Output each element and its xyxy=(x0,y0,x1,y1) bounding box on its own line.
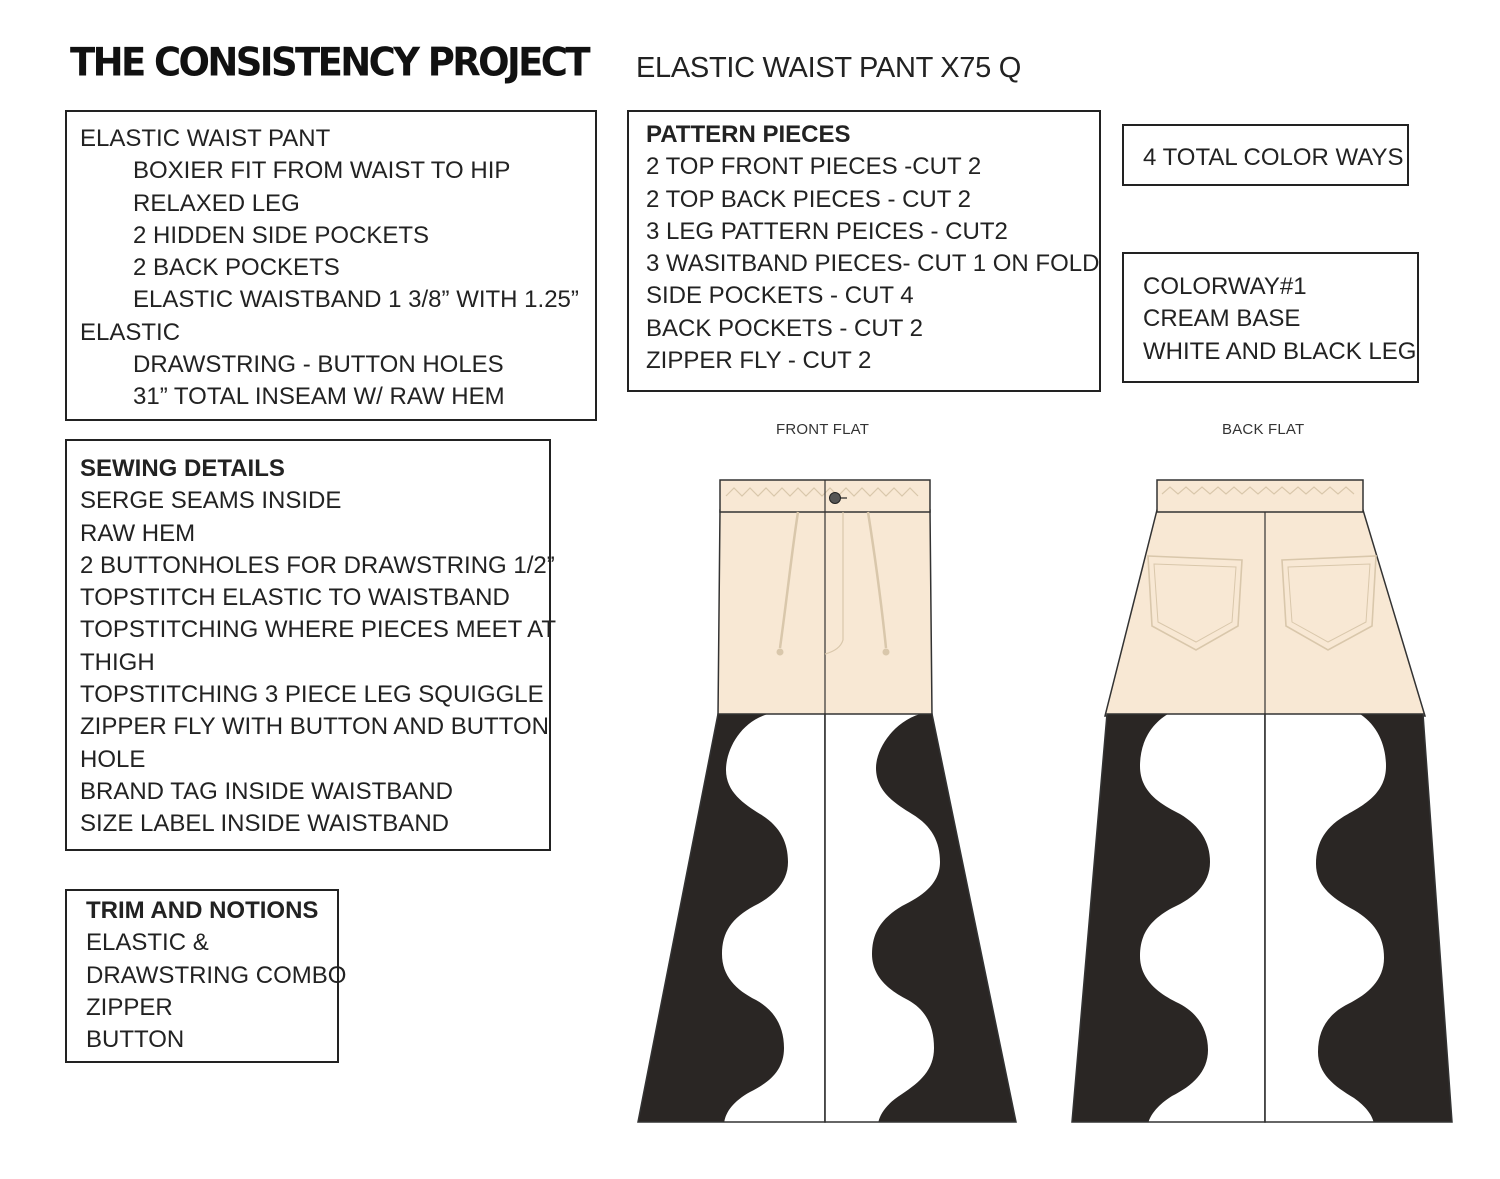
back-right-leg xyxy=(1264,714,1470,1126)
spec-line: BOXIER FIT FROM WAIST TO HIP xyxy=(133,157,511,185)
colorways-count-box xyxy=(1122,124,1409,186)
sewing-item: BRAND TAG INSIDE WAISTBAND xyxy=(80,777,453,805)
spec-line: ELASTIC WAISTBAND 1 3/8” WITH 1.25” xyxy=(133,286,579,314)
pattern-item: ZIPPER FLY - CUT 2 xyxy=(646,347,872,375)
brand-logo: THE CONSISTENCY PROJECT xyxy=(70,40,588,86)
front-left-leg xyxy=(620,714,826,1126)
trim-heading: TRIM AND NOTIONS xyxy=(86,897,319,924)
back-flat-illustration xyxy=(1060,470,1470,1135)
front-flat-illustration xyxy=(620,470,1030,1135)
pattern-pieces-box xyxy=(627,110,1101,392)
colorway-1-box xyxy=(1122,252,1419,383)
trim-item: DRAWSTRING COMBO xyxy=(86,961,347,989)
sewing-item: 2 BUTTONHOLES FOR DRAWSTRING 1/2” xyxy=(80,551,555,579)
pattern-item: 3 LEG PATTERN PEICES - CUT2 xyxy=(646,217,1008,245)
spec-line: RELAXED LEG xyxy=(133,189,300,217)
sewing-item: ZIPPER FLY WITH BUTTON AND BUTTON xyxy=(80,713,549,741)
sewing-item: TOPSTITCHING 3 PIECE LEG SQUIGGLE xyxy=(80,681,544,709)
spec-line: DRAWSTRING - BUTTON HOLES xyxy=(133,351,504,379)
front-button xyxy=(830,493,841,504)
sewing-item: TOPSTITCH ELASTIC TO WAISTBAND xyxy=(80,584,510,612)
sewing-item: HOLE xyxy=(80,745,146,773)
colorways-total: 4 TOTAL COLOR WAYS xyxy=(1143,144,1404,171)
trim-item: ZIPPER xyxy=(86,993,173,1021)
pattern-item: SIDE POCKETS - CUT 4 xyxy=(646,282,914,310)
sewing-item: TOPSTITCHING WHERE PIECES MEET AT xyxy=(80,616,557,644)
colorway-line: COLORWAY#1 xyxy=(1143,273,1307,300)
spec-line: ELASTIC WAIST PANT xyxy=(80,125,331,152)
pattern-heading: PATTERN PIECES xyxy=(646,121,851,148)
spec-line: 2 HIDDEN SIDE POCKETS xyxy=(133,221,430,249)
front-right-leg xyxy=(824,714,1030,1126)
pattern-item: 2 TOP BACK PIECES - CUT 2 xyxy=(646,185,972,213)
pattern-item: 2 TOP FRONT PIECES -CUT 2 xyxy=(646,153,982,181)
pattern-item: BACK POCKETS - CUT 2 xyxy=(646,314,923,342)
document-title: ELASTIC WAIST PANT X75 Q xyxy=(636,52,1021,84)
sewing-item: THIGH xyxy=(80,648,155,676)
colorway-line: CREAM BASE xyxy=(1143,305,1301,333)
front-flat-label: FRONT FLAT xyxy=(776,421,870,438)
spec-line: ELASTIC xyxy=(80,318,181,346)
colorway-line: WHITE AND BLACK LEG xyxy=(1143,337,1417,365)
sewing-details-box xyxy=(65,439,557,851)
spec-line: 2 BACK POCKETS xyxy=(133,254,340,282)
sewing-heading: SEWING DETAILS xyxy=(80,455,285,482)
trim-notions-box xyxy=(65,889,347,1063)
back-waistband xyxy=(1157,480,1363,512)
spec-box xyxy=(65,110,597,421)
back-left-leg xyxy=(1060,714,1266,1126)
pattern-item: 3 WASITBAND PIECES- CUT 1 ON FOLD xyxy=(646,250,1100,278)
trim-item: ELASTIC & xyxy=(86,929,209,957)
trim-item: BUTTON xyxy=(86,1026,185,1054)
back-flat-label: BACK FLAT xyxy=(1222,421,1305,438)
spec-line: 31” TOTAL INSEAM W/ RAW HEM xyxy=(133,383,505,411)
sewing-item: SERGE SEAMS INSIDE xyxy=(80,487,342,515)
sewing-item: SIZE LABEL INSIDE WAISTBAND xyxy=(80,810,449,838)
sewing-item: RAW HEM xyxy=(80,519,196,547)
